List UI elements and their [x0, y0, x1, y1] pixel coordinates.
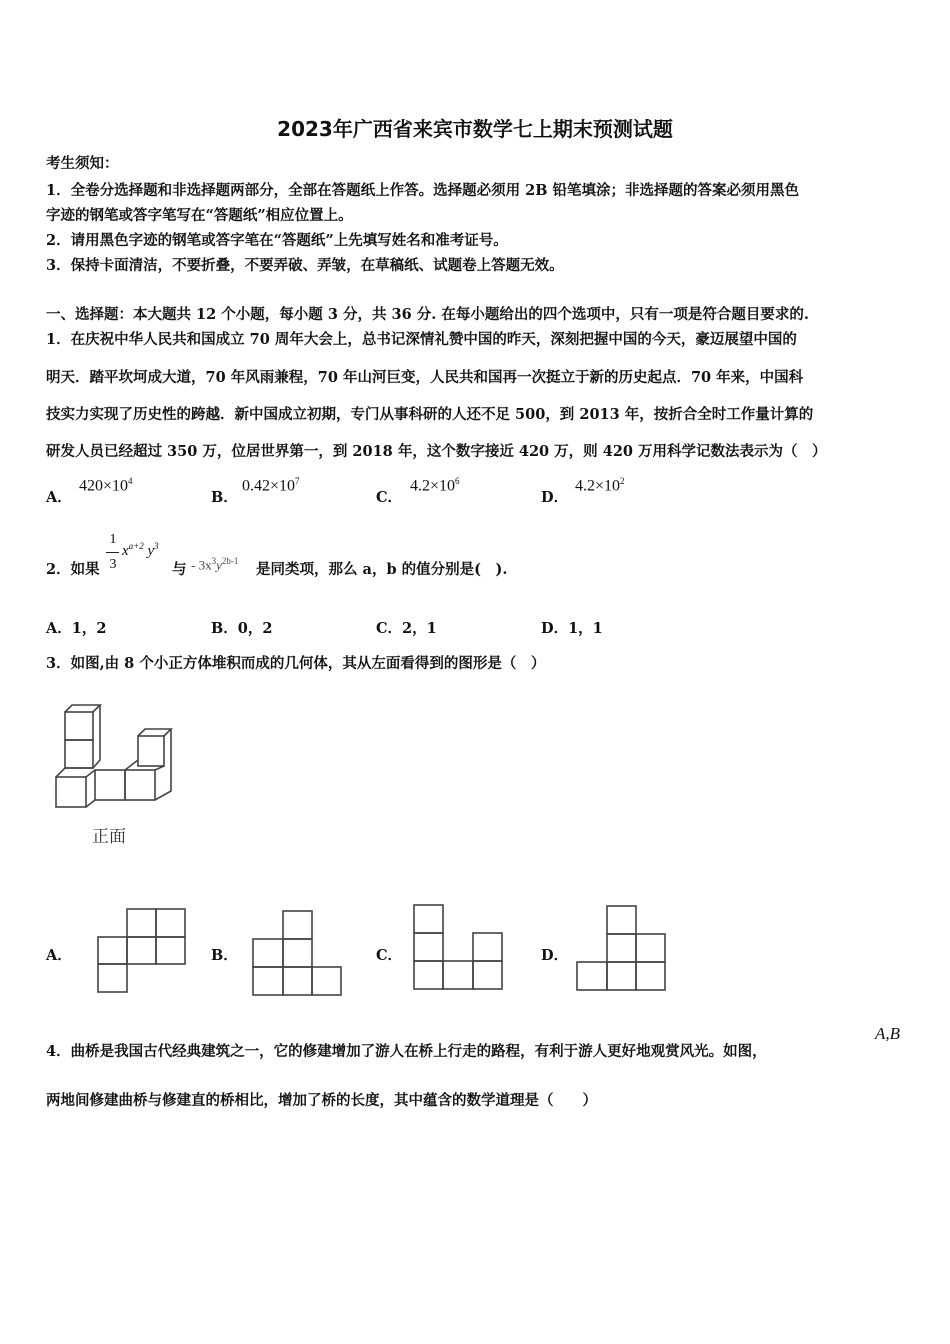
- notice-item: 字迹的钢笔或答字笔写在“答题纸”相应位置上。: [46, 207, 353, 224]
- cube-stack-figure: [50, 700, 180, 810]
- question-2-prefix: 2．如果: [46, 561, 100, 578]
- option-label: A．: [46, 947, 72, 964]
- option-label: C．: [376, 489, 403, 506]
- math-ab: A,B: [875, 1024, 901, 1043]
- section-heading: 一、选择题：本大题共 12 个小题，每小题 3 分，共 36 分. 在每小题给出的四个选项中，只有一项是符合题目要求的.: [46, 306, 809, 323]
- option: A．1，2: [46, 620, 107, 637]
- fraction-denominator: 3: [109, 557, 117, 572]
- option-label: A．: [46, 489, 72, 506]
- option-label: D．: [541, 947, 569, 964]
- option: D．1，1: [541, 620, 603, 637]
- question-1-line: 明天．踏平坎坷成大道，70 年风雨兼程，70 年山河巨变，人民共和国再一次挺立于新的历史起点．70 年来，中国科: [46, 369, 804, 386]
- question-1-line: 研发人员已经超过 350 万，位居世界第一，到 2018 年，这个数字接近 420 万，则 420 万用科学记数法表示为（ ）: [46, 443, 827, 460]
- question-1-line: 1．在庆祝中华人民共和国成立 70 周年大会上，总书记深情礼赞中国的昨天，深刻把握中国的今天，豪迈展望中国的: [46, 331, 797, 348]
- page-title: 2023年广西省来宾市数学七上期末预测试题: [277, 117, 673, 141]
- option: B．0，2: [211, 620, 273, 637]
- notice-heading: 考生须知：: [46, 155, 119, 172]
- option-math: $420\times 10^4$: [79, 476, 133, 495]
- math-term-2: - $3x^3y^{2b-1}$: [191, 556, 239, 573]
- question-4-line: 两地间修建曲桥与修建直的桥相比，增加了桥的长度，其中蕴含的数学道理是（ ）: [46, 1092, 597, 1109]
- question-1-line: 技实力实现了历史性的跨越．新中国成立初期，专门从事科研的人还不足 500，到 2013 年，按折合全时工作量计算的: [46, 406, 814, 423]
- question-2-suffix: 是同类项，那么 a，b 的值分别是( ).: [256, 561, 508, 578]
- option-c-figure: [413, 904, 505, 992]
- figure-caption: 正面: [92, 827, 126, 847]
- question-3-stem: 3．如图,由 8 个小正方体堆积而成的几何体，其从左面看得到的图形是（ ）: [46, 655, 546, 672]
- option-label: C．: [376, 947, 403, 964]
- option-b-figure: [252, 910, 344, 998]
- notice-item: 3．保持卡面清洁，不要折叠，不要弄破、弄皱，在草稿纸、试题卷上答题无效。: [46, 257, 564, 274]
- question-2-conj: 与: [172, 561, 187, 578]
- fraction-bar: [106, 552, 119, 553]
- math-term-1: $x^{a+2}$ $y^3$: [122, 541, 159, 559]
- option-math: $4.2\times 10^2$: [575, 476, 625, 495]
- option-label: B．: [211, 489, 238, 506]
- option-d-figure: [576, 905, 668, 993]
- notice-item: 1．全卷分选择题和非选择题两部分，全部在答题纸上作答。选择题必须用 2B 铅笔填涂；非选择题的答案必须用黑色: [46, 182, 800, 199]
- option: C．2，1: [376, 620, 437, 637]
- fraction-numerator: 1: [109, 532, 117, 547]
- notice-item: 2．请用黑色字迹的钢笔或答字笔在“答题纸”上先填写姓名和准考证号。: [46, 232, 508, 249]
- option-label: D．: [541, 489, 569, 506]
- option-label: B．: [211, 947, 238, 964]
- option-math: $0.42\times 10^7$: [242, 476, 300, 495]
- question-4-line: 4．曲桥是我国古代经典建筑之一，它的修建增加了游人在桥上行走的路程，有利于游人更好地观赏风光。如图，: [46, 1043, 767, 1060]
- option-math: $4.2\times 10^6$: [410, 476, 460, 495]
- option-a-figure: [97, 908, 187, 994]
